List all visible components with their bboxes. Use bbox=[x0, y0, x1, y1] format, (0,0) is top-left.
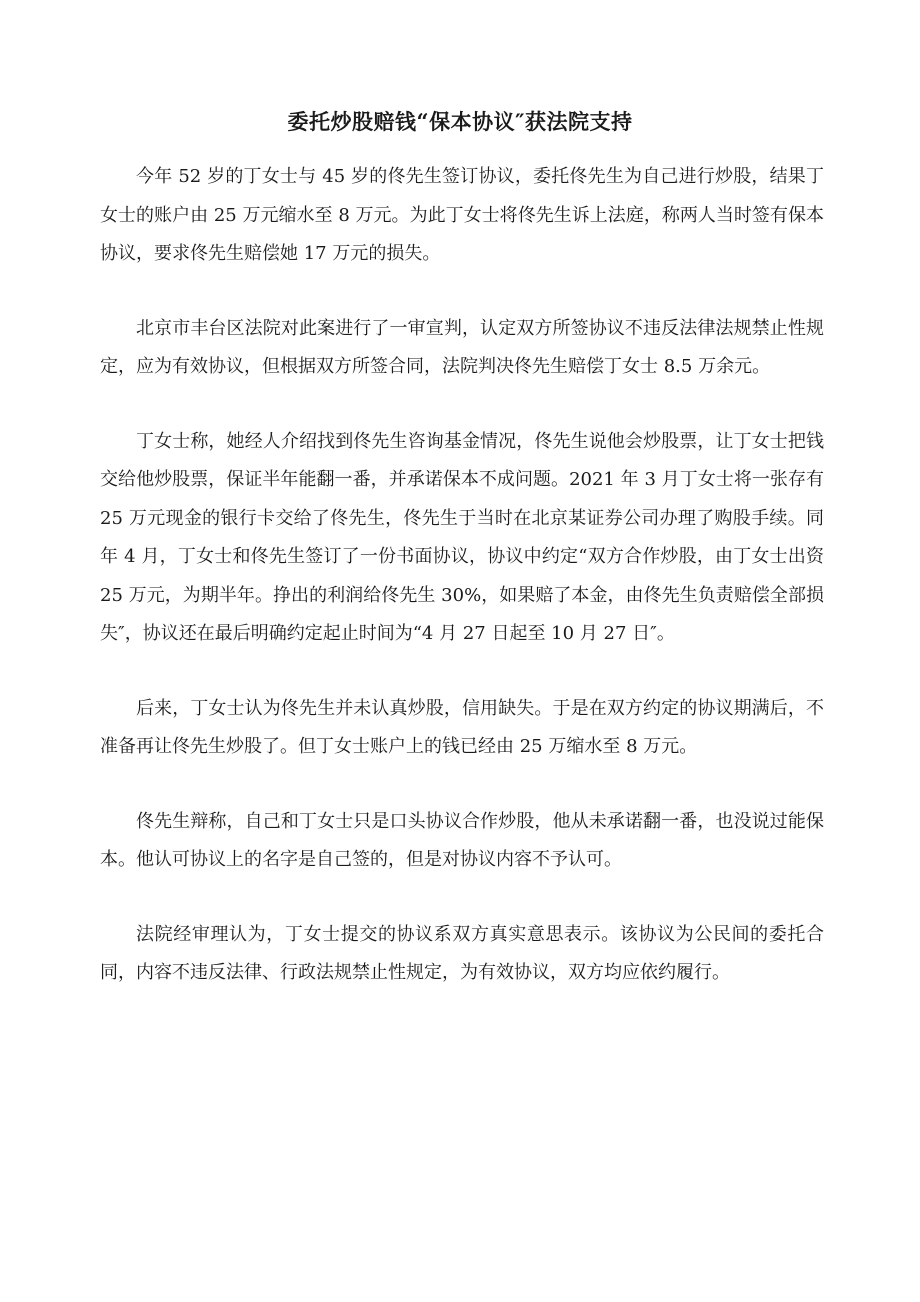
paragraph-6: 法院经审理认为，丁女士提交的协议系双方真实意思表示。该协议为公民间的委托合同，内容不违反法律、行政法规禁止性规定，为有效协议，双方均应依约履行。 bbox=[100, 923, 824, 983]
paragraph-1: 今年 52 岁的丁女士与 45 岁的佟先生签订协议，委托佟先生为自己进行炒股，结果丁女士的账户由 25 万元缩水至 8 万元。为此丁女士将佟先生诉上法庭，称两人当时签有保本协议，要求佟先生赔偿她 17 万元的损失。 bbox=[100, 166, 824, 264]
article-title: 委托炒股赔钱“保本协议″获法院支持 bbox=[287, 109, 633, 134]
paragraph-4: 后来，丁女士认为佟先生并未认真炒股，信用缺失。于是在双方约定的协议期满后，不准备再让佟先生炒股了。但丁女士账户上的钱已经由 25 万缩水至 8 万元。 bbox=[100, 697, 824, 757]
article-body bbox=[100, 158, 824, 1029]
paragraph-5: 佟先生辩称，自己和丁女士只是口头协议合作炒股，他从未承诺翻一番，也没说过能保本。他认可协议上的名字是自己签的，但是对协议内容不予认可。 bbox=[100, 810, 824, 870]
paragraph-2: 北京市丰台区法院对此案进行了一审宣判，认定双方所签协议不违反法律法规禁止性规定，应为有效协议，但根据双方所签合同，法院判决佟先生赔偿丁女士 8.5 万余元。 bbox=[100, 317, 824, 377]
paragraph-3: 丁女士称，她经人介绍找到佟先生咨询基金情况，佟先生说他会炒股票，让丁女士把钱交给他炒股票，保证半年能翻一番，并承诺保本不成问题。2021 年 3 月丁女士将一张存有 25 万元现金的银行卡交给了佟先生，佟先生于当时在北京某证券公司办理了购股手续。同年 4 月，丁女士和佟先生签订了一份书面协议，协议中约定“双方合作炒股，由丁女士出资 25 万元，为期半年。挣出的利润给佟先生 30%，如果赔了本金，由佟先生负责赔偿全部损失″，协议还在最后明确约定起止时间为“4 月 27 日起至 10 月 27 日″。 bbox=[100, 430, 825, 644]
